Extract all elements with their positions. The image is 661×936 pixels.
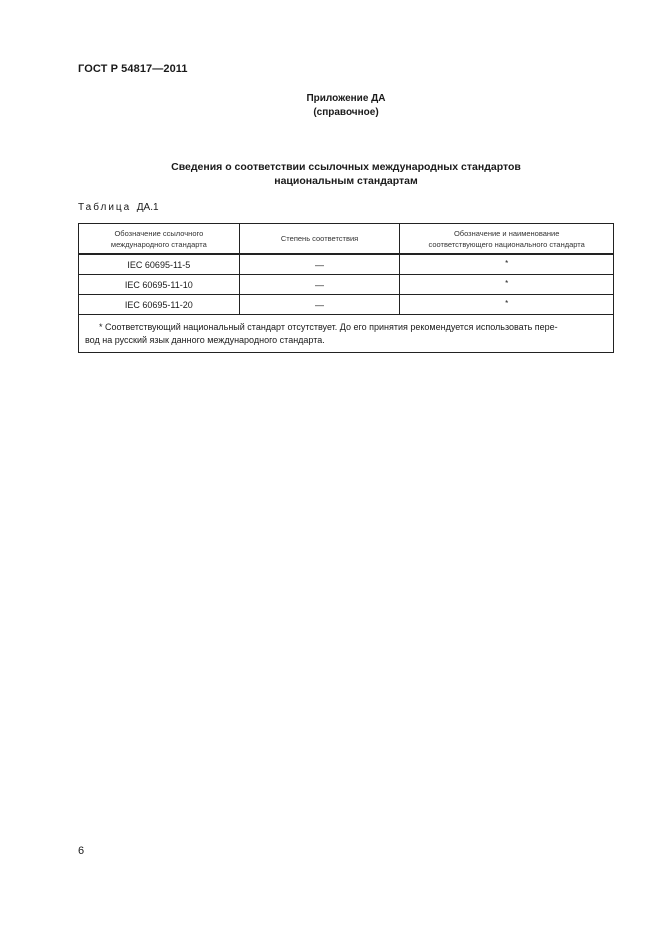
section-title-line-1: Сведения о соответствии ссылочных международных стандартов xyxy=(171,161,521,173)
cell-degree: — xyxy=(239,295,400,315)
cell-degree: — xyxy=(239,275,400,295)
table-row xyxy=(79,295,614,315)
cell-standard: IEC 60695-11-20 xyxy=(79,295,240,315)
cell-national xyxy=(400,275,614,295)
table-caption-id: ДА.1 xyxy=(136,202,159,213)
table-note xyxy=(79,315,614,353)
table-row xyxy=(79,254,614,275)
cell-national-value: * xyxy=(505,299,509,308)
header-international-standard xyxy=(79,224,240,255)
appendix-title: Приложение ДА xyxy=(306,93,386,104)
table-note-line-2: вод на русский язык данного международного стандарта. xyxy=(85,335,325,345)
appendix-subtitle: (справочное) xyxy=(313,107,379,118)
cell-national xyxy=(400,295,614,315)
cell-national-value: * xyxy=(505,279,509,288)
reference-standards-table xyxy=(78,223,614,353)
table-note-row xyxy=(79,315,614,353)
header-national-standard-line-1: Обозначение и наименование xyxy=(453,228,560,238)
cell-national xyxy=(400,254,614,275)
header-degree-line-1: Степень соответствия xyxy=(280,234,359,243)
cell-standard: IEC 60695-11-5 xyxy=(79,254,240,275)
cell-standard: IEC 60695-11-10 xyxy=(79,275,240,295)
table-row xyxy=(79,275,614,295)
page-number: 6 xyxy=(78,845,85,857)
header-national-standard-line-2: соответствующего национального стандарта xyxy=(428,239,585,249)
table-caption-word: Таблица xyxy=(78,202,132,213)
header-international-standard-line-2: международного стандарта xyxy=(110,239,207,249)
table-caption xyxy=(78,202,159,213)
table-header-row xyxy=(79,224,614,255)
cell-degree: — xyxy=(239,254,400,275)
table-note-line-1: * Соответствующий национальный стандарт отсутствует. До его принятия рекомендуется использовать пере- xyxy=(99,322,558,332)
header-national-standard xyxy=(400,224,614,255)
header-international-standard-line-1: Обозначение ссылочного xyxy=(114,228,204,238)
document-code: ГОСТ Р 54817—2011 xyxy=(78,63,188,75)
header-degree-of-correspondence xyxy=(239,224,400,255)
cell-national-value: * xyxy=(505,259,509,268)
section-title-line-2: национальным стандартам xyxy=(274,175,418,187)
